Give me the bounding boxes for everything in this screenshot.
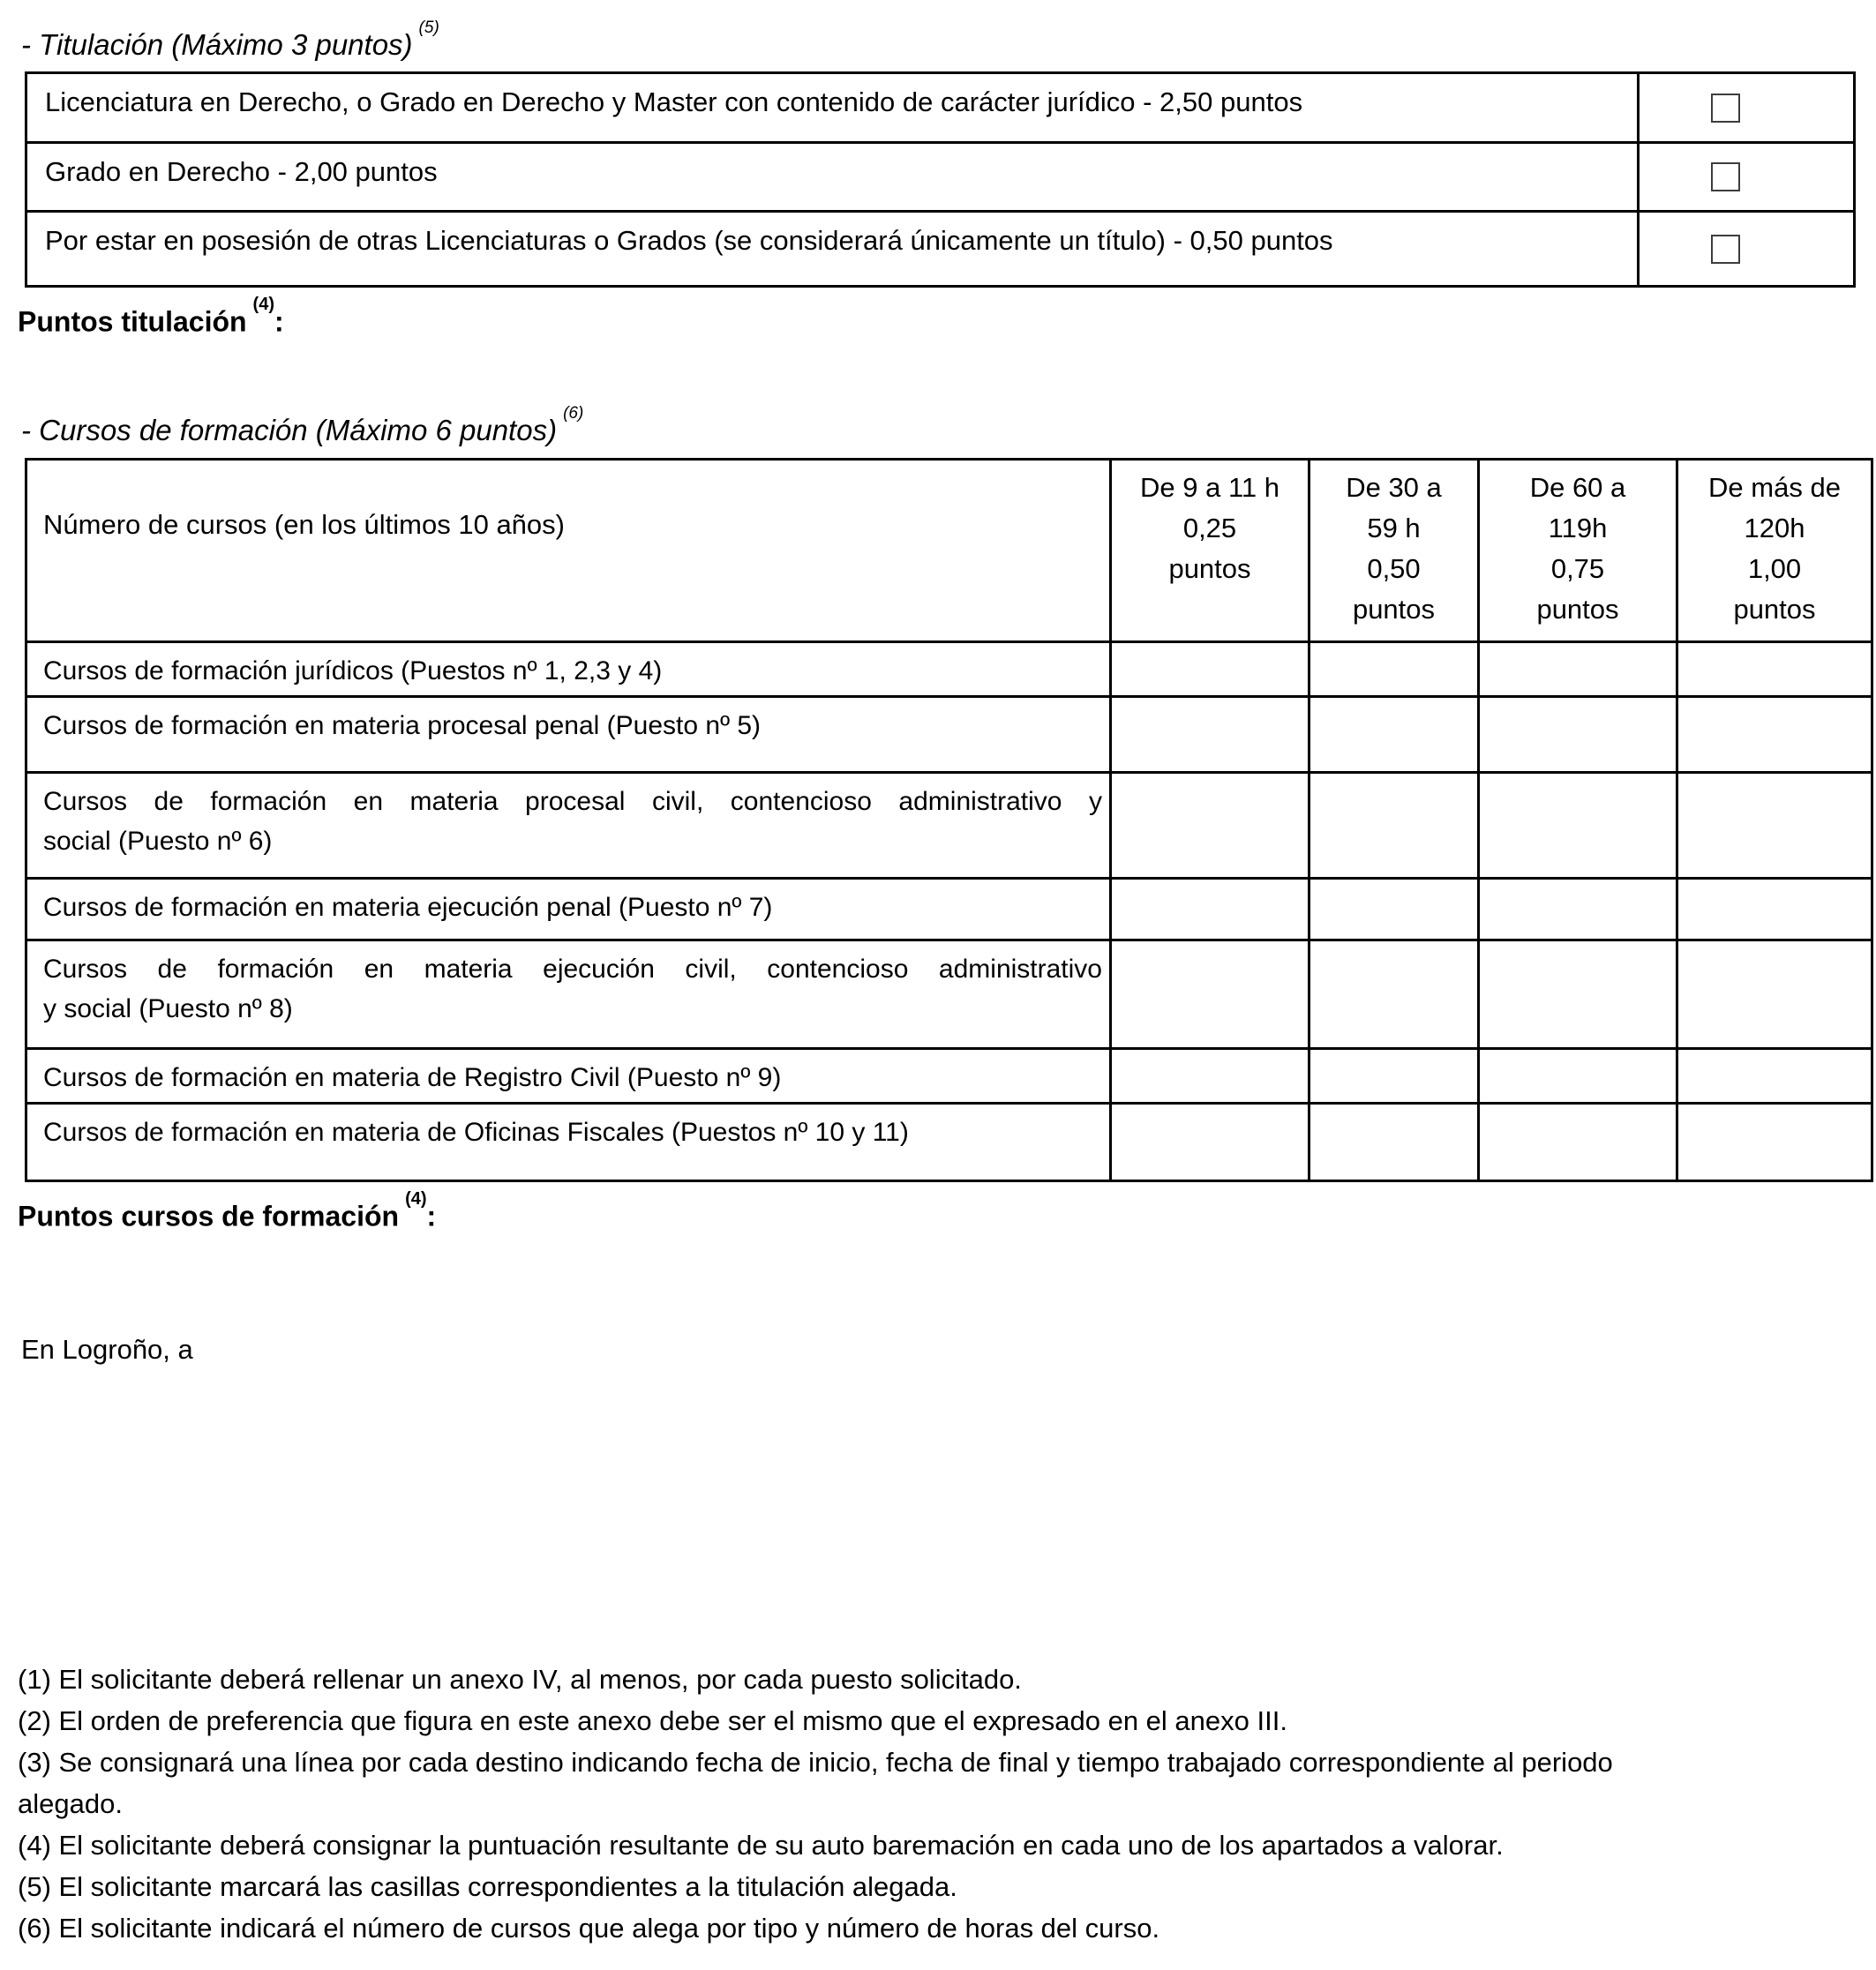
cursos-row-label: [26, 696, 1111, 772]
cursos-row-text-line2: social (Puesto nº 6): [43, 826, 273, 856]
cursos-row-label: [26, 1103, 1111, 1180]
course-count-cell: [1677, 696, 1872, 772]
checkbox-cell: [1639, 143, 1855, 212]
footnote-ref-6: (6): [563, 403, 584, 423]
cursos-header-hours-2: [1309, 459, 1479, 641]
course-count-cell: [1677, 878, 1872, 940]
checkbox-icon[interactable]: [1711, 94, 1740, 123]
header-line: 0,75: [1550, 552, 1605, 584]
footnotes-block: [18, 1659, 1876, 1949]
course-count-cell: [1111, 696, 1309, 772]
puntos-titulacion-text: Puntos titulación: [18, 305, 247, 338]
header-line: De 60 a: [1529, 471, 1626, 503]
cursos-row: [26, 696, 1872, 772]
footnote-line: (6) El solicitante indicará el número de cursos que alega por tipo y número de horas del curso.: [18, 1913, 1160, 1944]
cursos-row: [26, 1103, 1872, 1180]
cursos-header-hours-4: [1677, 459, 1872, 641]
footnote-line: (4) El solicitante deberá consignar la puntuación resultante de su auto baremación en cada uno de los apartados a valorar.: [18, 1830, 1504, 1861]
footnote-line: (5) El solicitante marcará las casillas correspondientes a la titulación alegada.: [18, 1871, 957, 1903]
course-count-cell: [1677, 641, 1872, 696]
cursos-row-label: [26, 940, 1111, 1048]
footnote-line: (3) Se consignará una línea por cada destino indicando fecha de inicio, fecha de final y tiempo trabajado correspondiente al periodo: [18, 1747, 1613, 1779]
cursos-header-hours-1: [1111, 459, 1309, 641]
cursos-row: [26, 1048, 1872, 1103]
course-count-cell: [1309, 1048, 1479, 1103]
titulacion-table: [25, 71, 1856, 288]
puntos-cursos-text: Puntos cursos de formación: [18, 1200, 400, 1232]
cursos-row-text: Cursos de formación en materia de Registro Civil (Puesto nº 9): [43, 1062, 782, 1092]
header-line: 1,00: [1747, 552, 1802, 584]
course-count-cell: [1309, 696, 1479, 772]
footnote-line: alegado.: [18, 1788, 123, 1820]
header-line: puntos: [1536, 593, 1619, 625]
course-count-cell: [1111, 772, 1309, 878]
titulacion-section-title: [21, 21, 1876, 64]
course-count-cell: [1479, 878, 1677, 940]
header-line: puntos: [1352, 593, 1436, 625]
titulacion-option-label: Grado en Derecho - 2,00 puntos: [26, 143, 1639, 212]
course-count-cell: [1111, 878, 1309, 940]
course-count-cell: [1677, 1048, 1872, 1103]
checkbox-cell: [1639, 73, 1855, 143]
cursos-row-label: [26, 641, 1111, 696]
cursos-section-title: [21, 403, 1876, 449]
course-count-cell: [1479, 696, 1677, 772]
cursos-row-text-line2: y social (Puesto nº 8): [43, 993, 293, 1023]
cursos-row: [26, 772, 1872, 878]
titulacion-row: [26, 212, 1855, 287]
cursos-row-text: Cursos de formación en materia ejecución civil, contencioso administrativo: [43, 954, 1102, 984]
course-count-cell: [1677, 940, 1872, 1048]
document-page: [0, 21, 1876, 1949]
cursos-row-label: [26, 878, 1111, 940]
footnote-line: (2) El orden de preferencia que figura en este anexo debe ser el mismo que el expresado en el anexo III.: [18, 1705, 1287, 1737]
header-line: 120h: [1744, 512, 1805, 543]
course-count-cell: [1111, 641, 1309, 696]
cursos-row-text: Cursos de formación en materia procesal penal (Puesto nº 5): [43, 710, 762, 740]
header-line: 0,50: [1367, 552, 1421, 584]
cursos-header-hours-3: [1479, 459, 1677, 641]
header-line: 119h: [1548, 512, 1608, 543]
course-count-cell: [1479, 772, 1677, 878]
cursos-row-text: Cursos de formación jurídicos (Puestos nº 1, 2,3 y 4): [43, 655, 663, 685]
titulacion-row: [26, 73, 1855, 143]
cursos-row-label: [26, 1048, 1111, 1103]
header-line: De más de: [1708, 471, 1841, 503]
course-count-cell: [1309, 641, 1479, 696]
cursos-header-row: [26, 459, 1872, 641]
cursos-table: [25, 458, 1873, 1182]
footnote-line: (1) El solicitante deberá rellenar un anexo IV, al menos, por cada puesto solicitado.: [18, 1664, 1022, 1696]
cursos-row-text: Cursos de formación en materia procesal civil, contencioso administrativo y: [43, 786, 1102, 816]
course-count-cell: [1309, 940, 1479, 1048]
checkbox-icon[interactable]: [1711, 162, 1740, 191]
course-count-cell: [1677, 772, 1872, 878]
titulacion-option-label: Por estar en posesión de otras Licenciaturas o Grados (se considerará únicamente un título) - 0,50 puntos: [26, 212, 1639, 287]
puntos-cursos-label: [18, 1188, 1876, 1234]
puntos-titulacion-colon: :: [274, 305, 284, 338]
course-count-cell: [1479, 1103, 1677, 1180]
header-line: De 30 a: [1346, 471, 1442, 503]
footnote-ref-4: (4): [405, 1188, 427, 1209]
cursos-row-label: [26, 772, 1111, 878]
header-line: puntos: [1168, 552, 1251, 584]
course-count-cell: [1309, 772, 1479, 878]
course-count-cell: [1677, 1103, 1872, 1180]
course-count-cell: [1479, 1048, 1677, 1103]
closing-place-date: En Logroño, a: [21, 1334, 193, 1366]
course-count-cell: [1111, 1103, 1309, 1180]
course-count-cell: [1479, 940, 1677, 1048]
cursos-header-col1: Número de cursos (en los últimos 10 años): [26, 459, 1111, 641]
titulacion-title-text: - Titulación (Máximo 3 puntos): [21, 28, 413, 61]
header-line: 59 h: [1367, 512, 1421, 543]
cursos-title-text: - Cursos de formación (Máximo 6 puntos): [21, 413, 558, 446]
course-count-cell: [1309, 1103, 1479, 1180]
cursos-row: [26, 641, 1872, 696]
header-line: 0,25: [1182, 512, 1237, 543]
cursos-row: [26, 878, 1872, 940]
cursos-row-text: Cursos de formación en materia ejecución penal (Puesto nº 7): [43, 892, 773, 922]
puntos-titulacion-label: [18, 295, 1876, 340]
puntos-cursos-colon: :: [426, 1200, 437, 1232]
cursos-row: [26, 940, 1872, 1048]
course-count-cell: [1309, 878, 1479, 940]
titulacion-option-label: Licenciatura en Derecho, o Grado en Derecho y Master con contenido de carácter jurídico - 2,50 puntos: [26, 73, 1639, 143]
course-count-cell: [1111, 1048, 1309, 1103]
cursos-row-text: Cursos de formación en materia de Oficinas Fiscales (Puestos nº 10 y 11): [43, 1117, 909, 1147]
header-line: puntos: [1733, 593, 1816, 625]
titulacion-row: [26, 143, 1855, 212]
course-count-cell: [1111, 940, 1309, 1048]
header-line: De 9 a 11 h: [1140, 471, 1279, 503]
footnote-ref-5: (5): [418, 19, 439, 37]
footnote-ref-4: (4): [252, 295, 274, 314]
checkbox-cell: [1639, 212, 1855, 287]
checkbox-icon[interactable]: [1711, 235, 1740, 264]
course-count-cell: [1479, 641, 1677, 696]
